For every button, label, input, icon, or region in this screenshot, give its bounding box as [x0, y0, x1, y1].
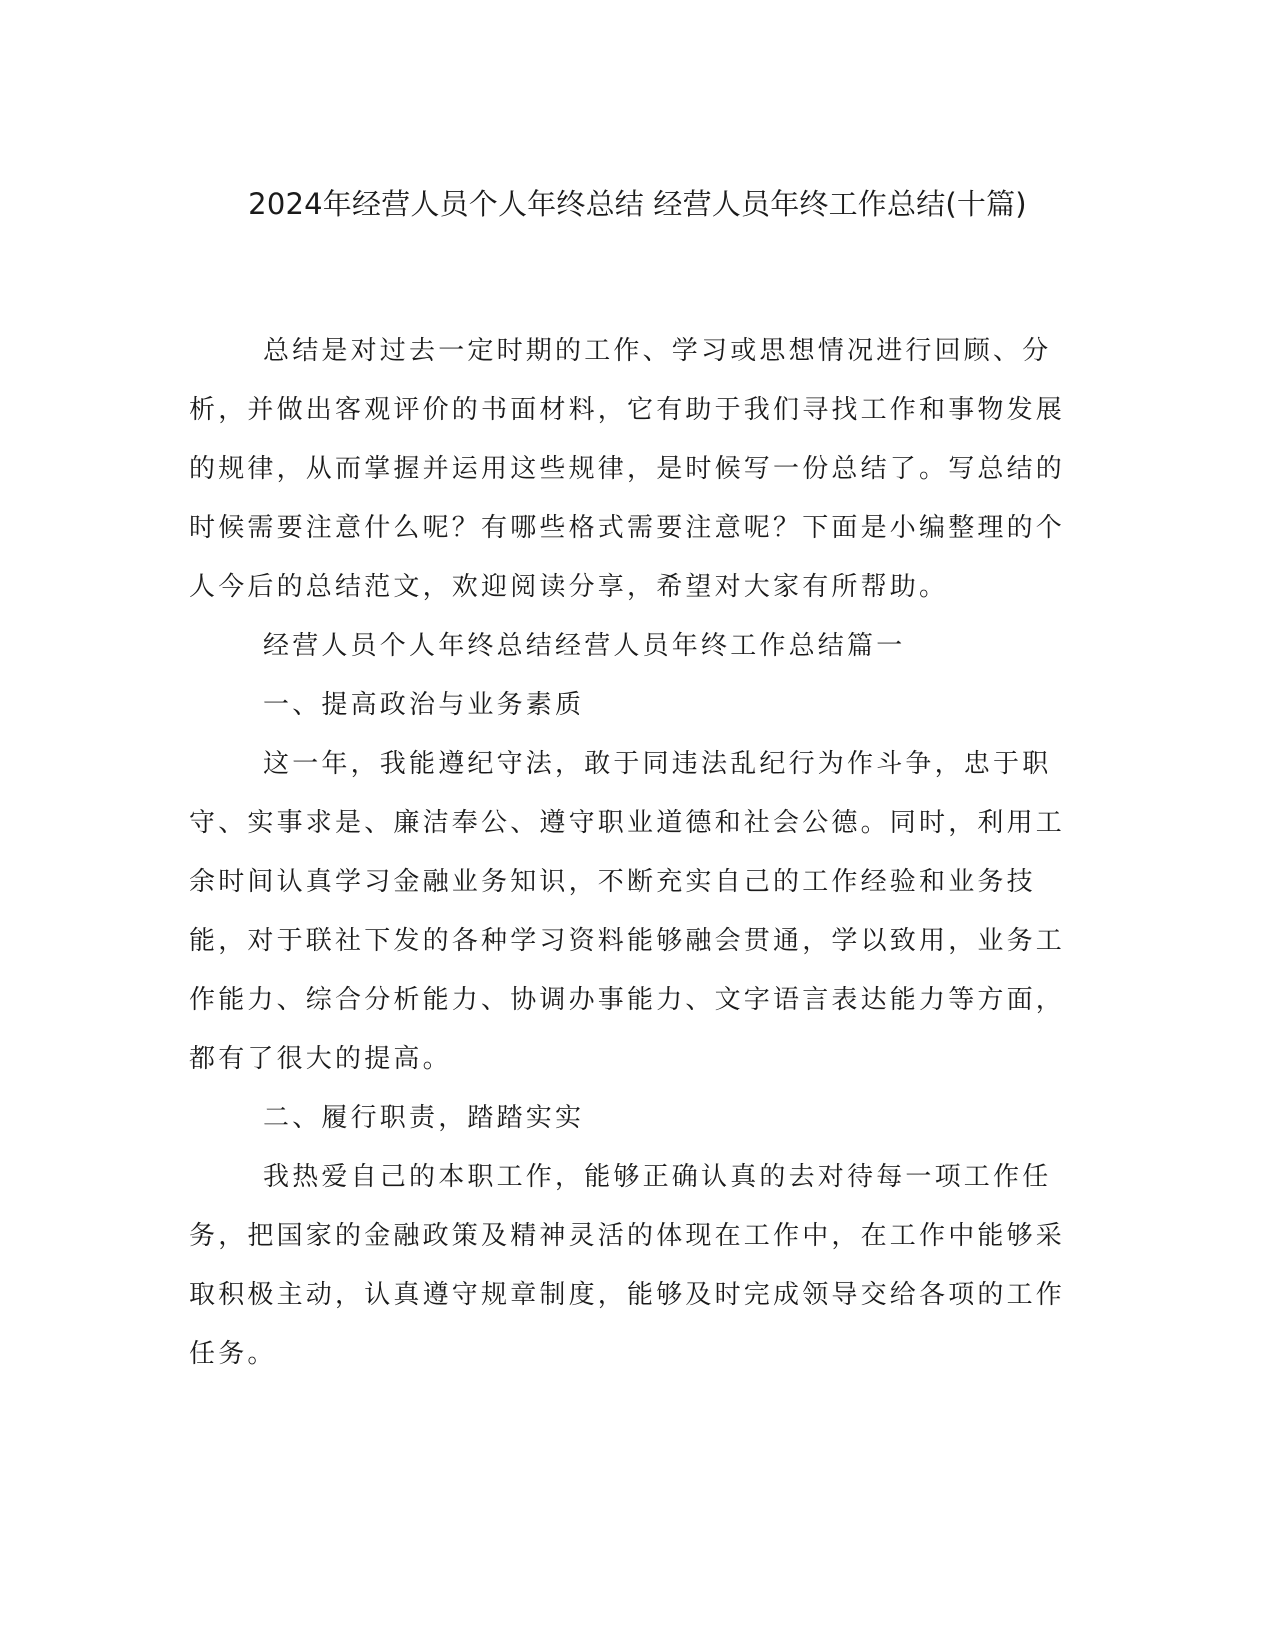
body-paragraph-two: 我热爱自己的本职工作，能够正确认真的去对待每一项工作任务，把国家的金融政策及精神灵活的体现在工作中，在工作中能够采取积极主动，认真遵守规章制度，能够及时完成领导交给各项的工作任务。: [189, 1162, 1066, 1369]
intro-paragraph: 总结是对过去一定时期的工作、学习或思想情况进行回顾、分析，并做出客观评价的书面材料，它有助于我们寻找工作和事物发展的规律，从而掌握并运用这些规律，是时候写一份总结了。写总结的时候需要注意什么呢？有哪些格式需要注意呢？下面是小编整理的个人今后的总结范文，欢迎阅读分享，希望对大家有所帮助。: [189, 336, 1066, 602]
section-heading: 经营人员个人年终总结经营人员年终工作总结篇一: [263, 631, 906, 661]
subheading-one: 一、提高政治与业务素质: [263, 690, 585, 720]
document-title: 2024年经营人员个人年终总结 经营人员年终工作总结(十篇): [248, 187, 1027, 221]
subheading-two: 二、履行职责，踏踏实实: [263, 1103, 585, 1133]
body-paragraph-one: 这一年，我能遵纪守法，敢于同违法乱纪行为作斗争，忠于职守、实事求是、廉洁奉公、遵守职业道德和社会公德。同时，利用工余时间认真学习金融业务知识，不断充实自己的工作经验和业务技能，对于联社下发的各种学习资料能够融会贯通，学以致用，业务工作能力、综合分析能力、协调办事能力、文字语言表达能力等方面，都有了很大的提高。: [189, 749, 1066, 1074]
document-body: [189, 322, 1069, 1384]
